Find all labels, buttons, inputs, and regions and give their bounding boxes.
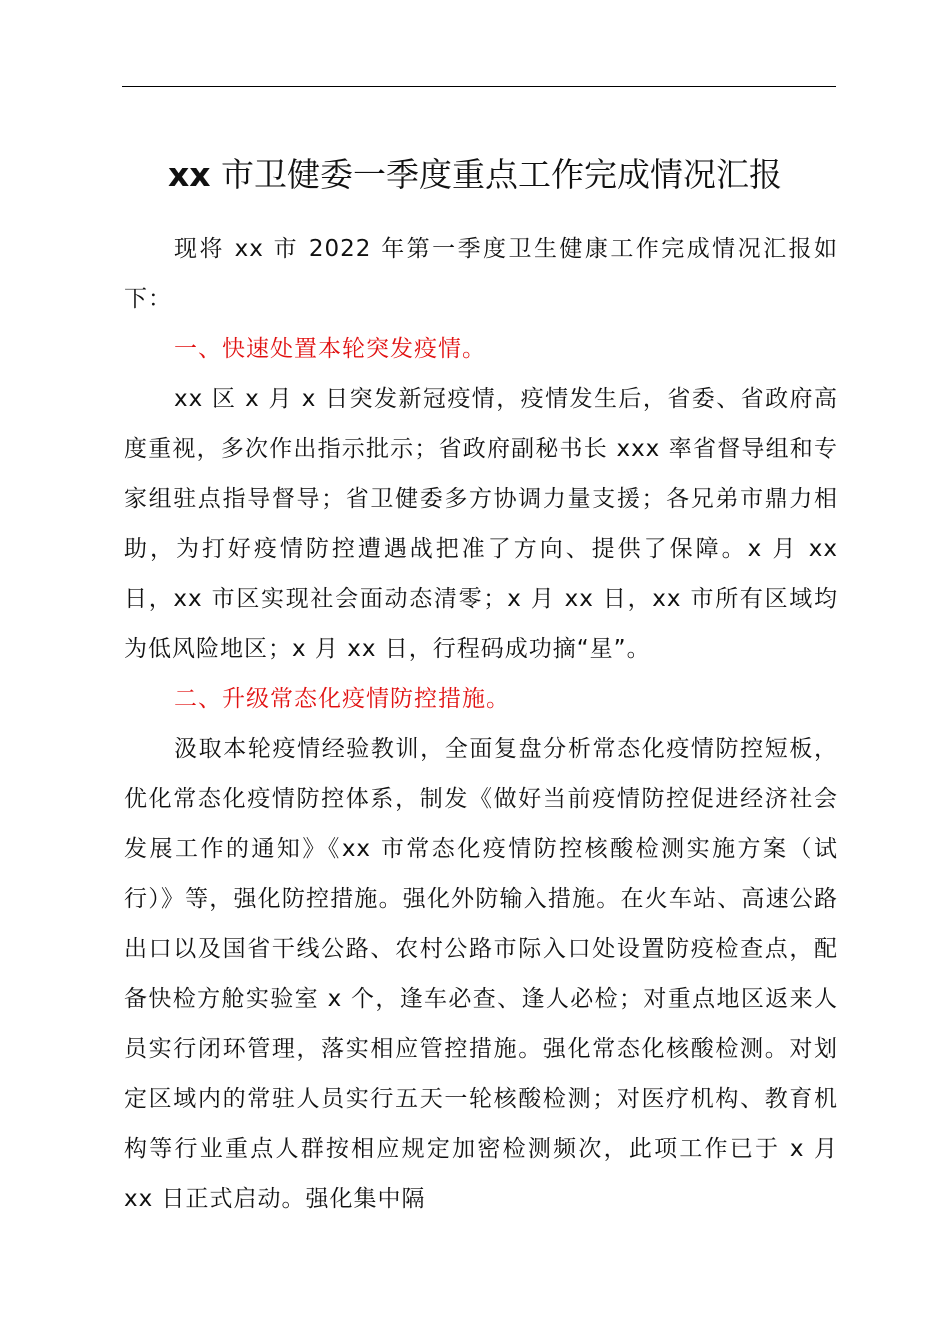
header-rule: [122, 86, 836, 87]
intro-paragraph: 现将 xx 市 2022 年第一季度卫生健康工作完成情况汇报如下：: [124, 236, 838, 312]
document-title: [0, 150, 950, 200]
section-heading-2: 二、升级常态化疫情防控措施。: [174, 686, 510, 712]
section-body-1: xx 区 x 月 x 日突发新冠疫情，疫情发生后，省委、省政府高度重视，多次作出指示批示；省政府副秘书长 xxx 率省督导组和专家组驻点指导督导；省卫健委多方协调力量支援；各兄弟市鼎力相助，为打好疫情防控遭遇战把准了方向、提供了保障。x 月 xx 日，xx 市区实现社会面动态清零；x 月 xx 日，xx 市所有区域均为低风险地区；x 月 xx 日，行程码成功摘“星”。: [124, 386, 838, 662]
section-body-2: 汲取本轮疫情经验教训，全面复盘分析常态化疫情防控短板，优化常态化疫情防控体系，制发《做好当前疫情防控促进经济社会发展工作的通知》《xx 市常态化疫情防控核酸检测实施方案（试行）》等，强化防控措施。强化外防输入措施。在火车站、高速公路出口以及国省干线公路、农村公路市际入口处设置防疫检查点，配备快检方舱实验室 x 个，逢车必查、逢人必检；对重点地区返来人员实行闭环管理，落实相应管控措施。强化常态化核酸检测。对划定区域内的常驻人员实行五天一轮核酸检测；对医疗机构、教育机构等行业重点人群按相应规定加密检测频次，此项工作已于 x 月 xx 日正式启动。强化集中隔: [124, 736, 838, 1212]
title-prefix: xx: [167, 155, 211, 194]
title-text: 市卫健委一季度重点工作完成情况汇报: [221, 155, 783, 194]
section-heading-1: 一、快速处置本轮突发疫情。: [174, 336, 486, 362]
document-body: [124, 224, 838, 1224]
